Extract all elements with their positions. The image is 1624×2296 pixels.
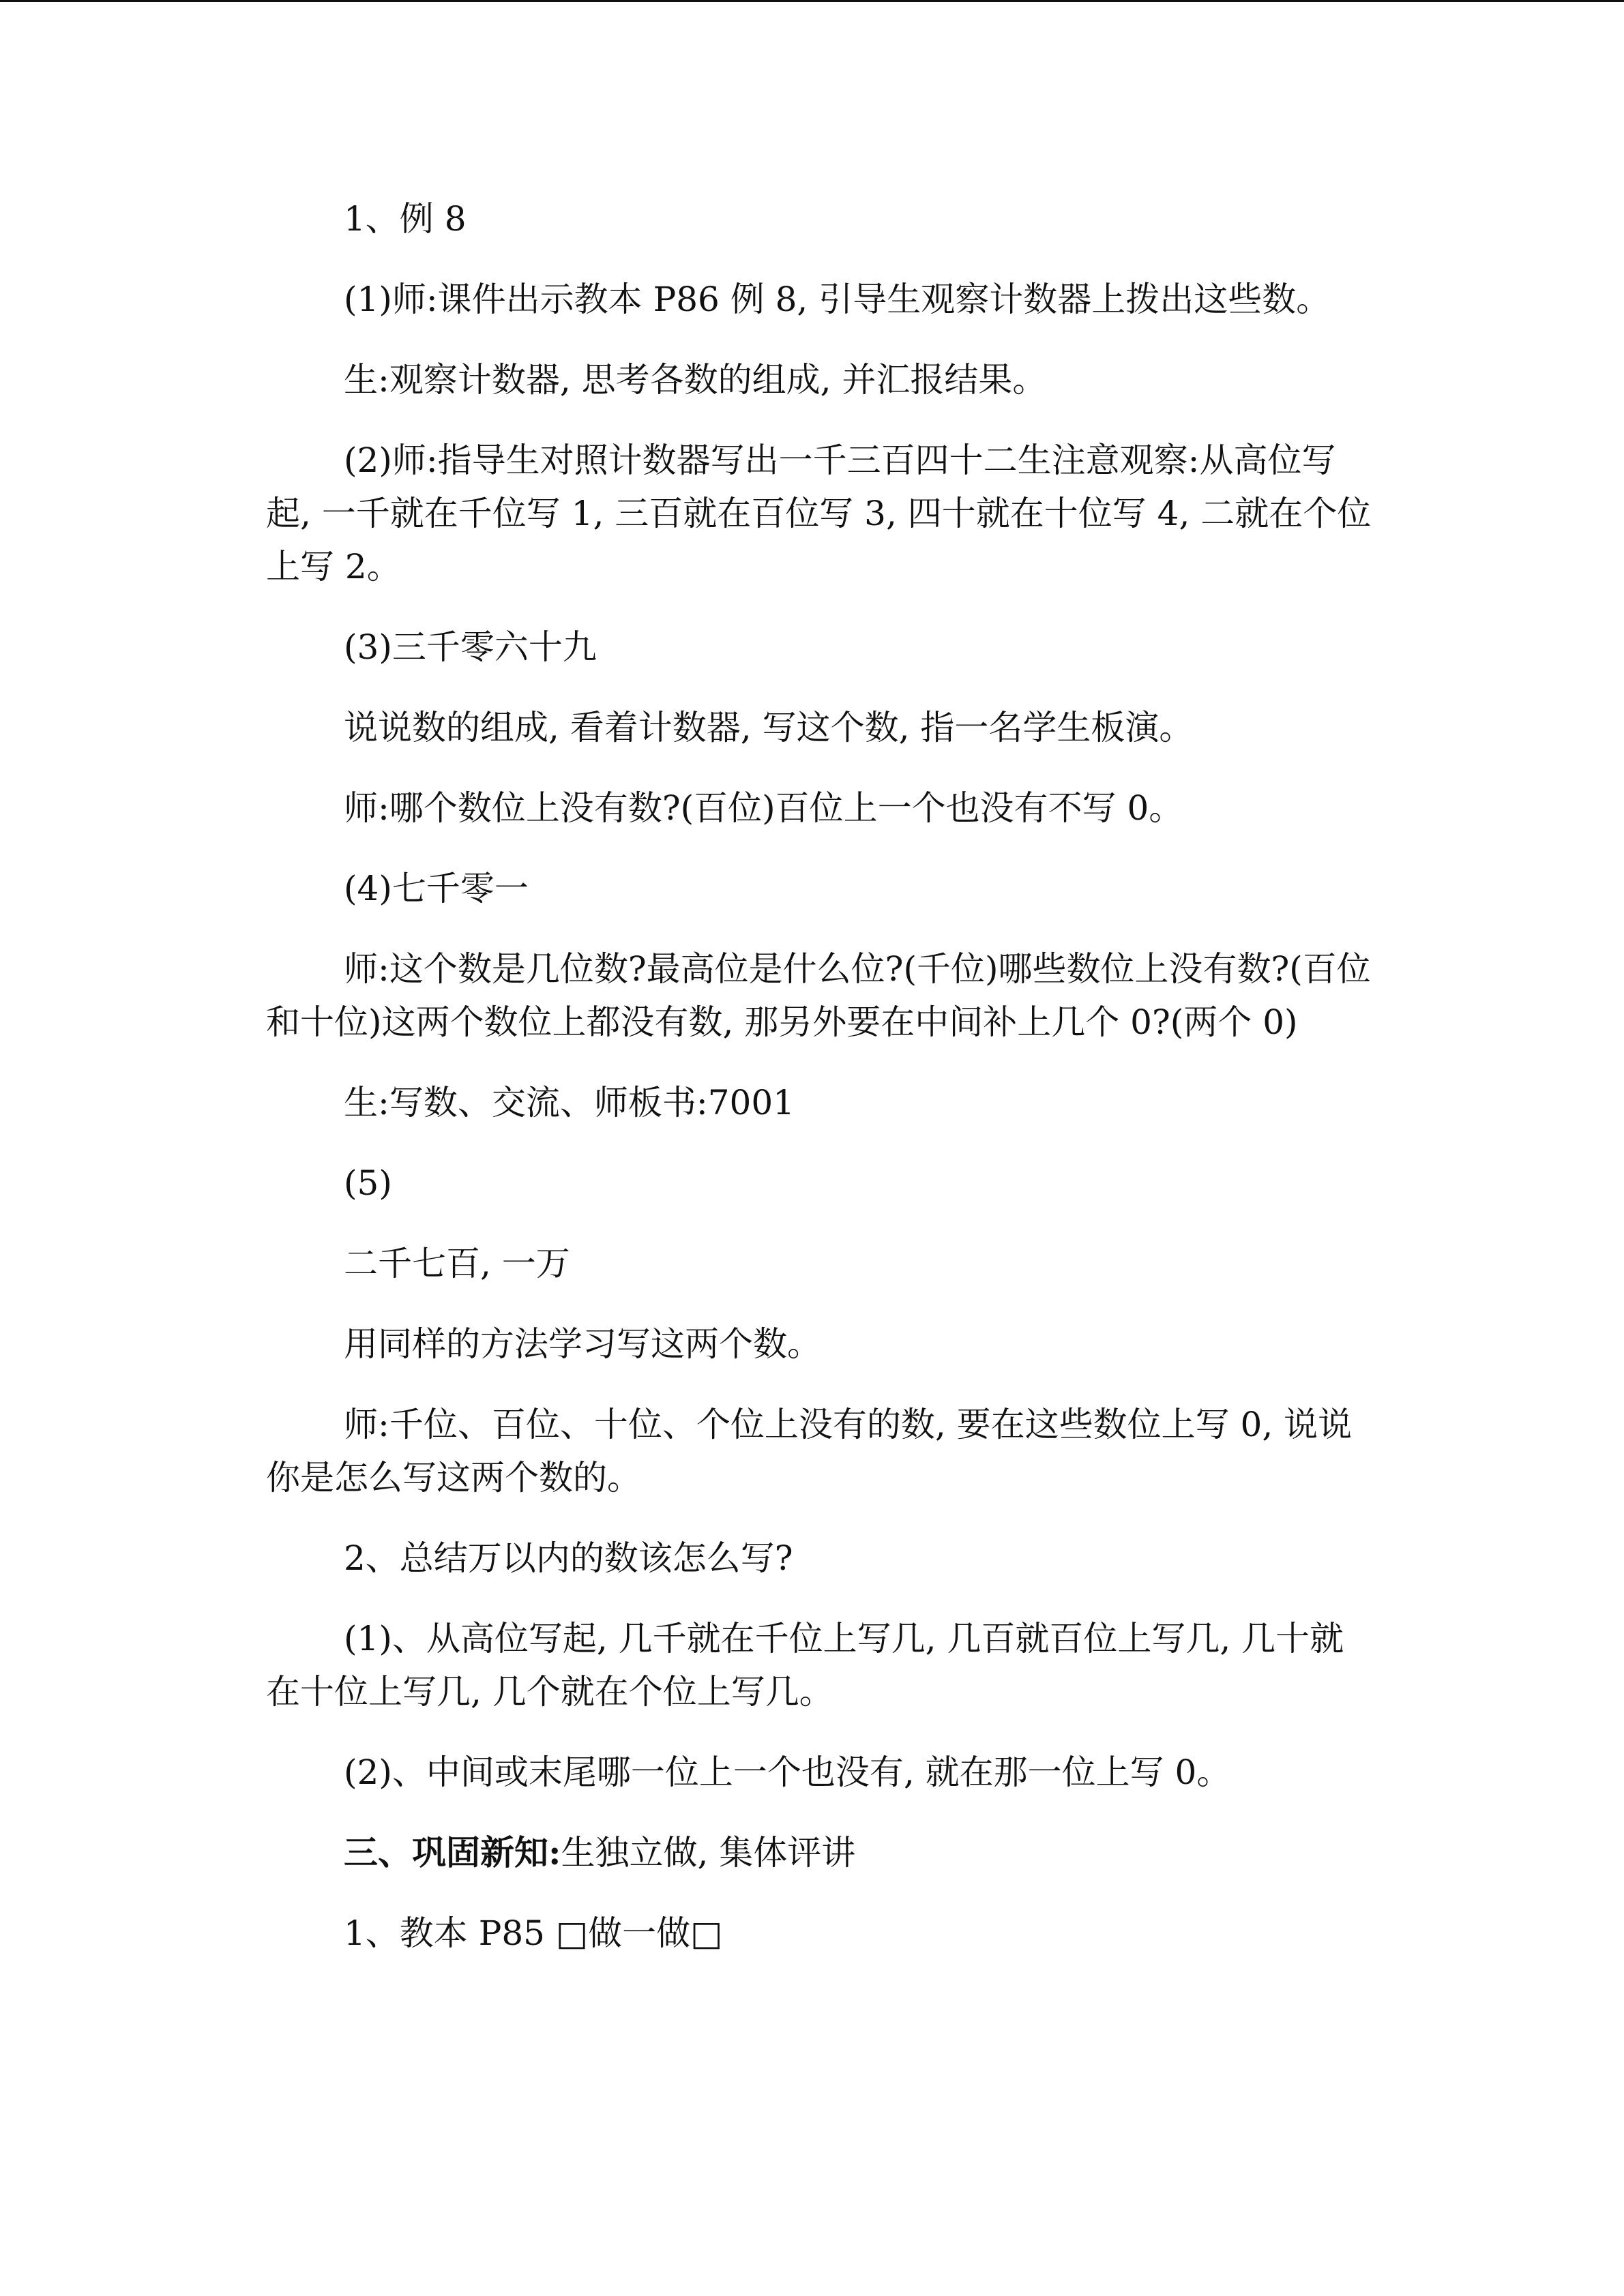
paragraph-example-8-title: 1、例 8 (344, 199, 467, 239)
paragraph-step-3-teacher: 师:哪个数位上没有数?(百位)百位上一个也没有不写 0。 (344, 788, 1183, 828)
paragraph-step-5-teacher: 师:千位、百位、十位、个位上没有的数, 要在这些数位上写 0, 说说你是怎么写这两个数的。 (266, 1405, 1353, 1497)
paragraph-step-5-instruction: 用同样的方法学习写这两个数。 (344, 1324, 821, 1364)
section-3-heading: 三、巩固新知: (344, 1832, 561, 1873)
paragraph-summary-rule-2: (2)、中间或末尾哪一位上一个也没有, 就在那一位上写 0。 (344, 1753, 1231, 1792)
paragraph-step-2-teacher: (2)师:指导生对照计数器写出一千三百四十二生注意观察:从高位写起, 一千就在千位写 1, 三百就在百位写 3, 四十就在十位写 4, 二就在个位上写 2。 (266, 441, 1372, 586)
paragraph-summary-rule-1: (1)、从高位写起, 几千就在千位上写几, 几百就百位上写几, 几十就在十位上写几, 几个就在个位上写几。 (266, 1619, 1344, 1712)
paragraph-step-4-student: 生:写数、交流、师板书:7001 (344, 1083, 795, 1122)
paragraph-step-3-instruction: 说说数的组成, 看着计数器, 写这个数, 指一名学生板演。 (344, 708, 1194, 747)
paragraph-step-3-number: (3)三千零六十九 (344, 627, 597, 667)
paragraph-step-5-numbers: 二千七百, 一万 (344, 1244, 570, 1283)
paragraph-step-1-teacher: (1)师:课件出示教本 P86 例 8, 引导生观察计数器上拨出这些数。 (344, 280, 1331, 319)
section-3-text: 生独立做, 集体评讲 (561, 1833, 856, 1873)
paragraph-step-4-number: (4)七千零一 (344, 869, 529, 908)
paragraph-step-4-teacher: 师:这个数是几位数?最高位是什么位?(千位)哪些数位上没有数?(百位和十位)这两个数位上都没有数, 那另外要在中间补上几个 0?(两个 0) (266, 949, 1371, 1042)
page-top-border (0, 0, 1624, 2)
paragraph-summary-question: 2、总结万以内的数该怎么写? (344, 1538, 793, 1578)
document-body (266, 192, 1372, 1987)
paragraph-section-3 (266, 1826, 1372, 1879)
paragraph-step-5-label: (5) (344, 1163, 392, 1203)
paragraph-exercise-1: 1、教本 P85 □做一做□ (344, 1913, 723, 1953)
paragraph-step-1-student: 生:观察计数器, 思考各数的组成, 并汇报结果。 (344, 360, 1047, 400)
